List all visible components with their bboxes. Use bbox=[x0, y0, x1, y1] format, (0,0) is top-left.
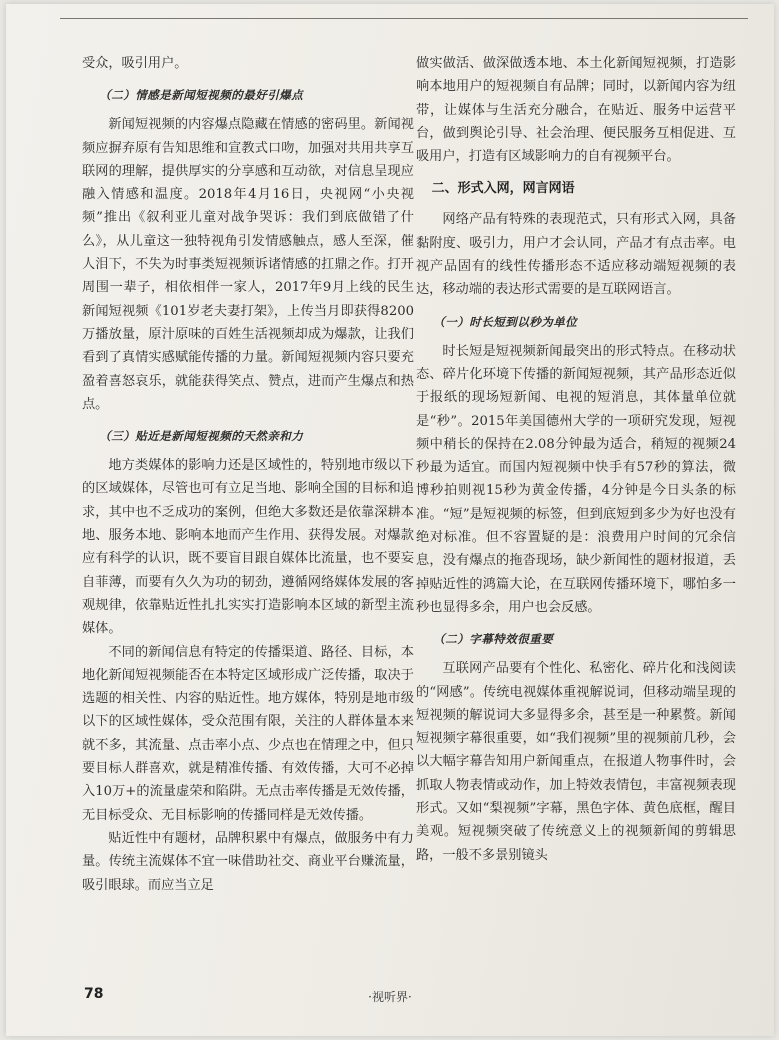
paragraph: 网络产品有特殊的表现范式，只有形式入网，具备黏附度、吸引力，用户才会认同，产品才有点击率。电视产品固有的线性传播形态不适应移动端短视频的表达，移动端的表达形式需要的是互联网语言。 bbox=[416, 212, 736, 298]
paragraph: 贴近性中有题材，品牌积累中有爆点，做服务中有力量。传统主流媒体不宜一味借助社交、商业平台赚流量，吸引眼球。而应当立足 bbox=[82, 830, 414, 893]
magazine-page bbox=[6, 4, 774, 1036]
page-number: 78 bbox=[84, 986, 104, 1002]
paragraph: 地方类媒体的影响力还是区域性的，特别地市级以下的区域媒体，尽管也可有立足当地、影响全国的目标和追求，其中也不乏成功的案例，但绝大多数还是依靠深耕本地、服务本地、影响本地而产生作用、获得发展。对爆款应有科学的认识，既不要盲目跟自媒体比流量，也不要妄自菲薄，而要有久久为功的韧劲，遵循网络媒体发展的客观规律，依靠贴近性扎扎实实打造影响本区域的新型主流媒体。 bbox=[82, 458, 414, 637]
section-heading: （一）时长短到以秒为单位 bbox=[433, 314, 578, 329]
paragraph: 时长短是短视频新闻最突出的形式特点。在移动状态、碎片化环境下传播的新闻短视频，其产品形态近似于报纸的现场短新闻、电视的短消息，其体量单位就是“秒”。2015年美国德州大学的一项研究发现，短视频中稍长的保持在2.08分钟最为适合，稍短的视频24秒最为适宜。而国内短视频中快手有57秒的算法，微博秒拍则视15秒为黄金传播，4分钟是今日头条的标准。“短”是短视频的标签，但到底短到多少为好也没有绝对标准。但不容置疑的是：浪费用户时间的冗余信息，没有爆点的拖沓现场，缺少新闻性的题材报道，丢掉贴近性的鸿篇大论，在互联网传播环境下，哪怕多一秒也显得多余，用户也会反感。 bbox=[416, 343, 736, 615]
paragraph: 互联网产品要有个性化、私密化、碎片化和浅阅读的“网感”。传统电视媒体重视解说词，但移动端呈现的短视频的解说词大多显得多余，甚至是一种累赘。新闻短视频字幕很重要，如“我们视频”里的视频前几秒，会以大幅字幕告知用户新闻重点，在报道人物事件时，会抓取人物表情或动作，加上特效表情包，丰富视频表现形式。又如“梨视频”字幕，黑色字体、黄色底框，醒目美观。短视频突破了传统意义上的视频新闻的剪辑思路，一般不多景别镜头 bbox=[416, 661, 736, 863]
section-heading: （三）贴近是新闻短视频的天然亲和力 bbox=[99, 429, 304, 444]
journal-footer: ·视听界· bbox=[368, 990, 412, 1004]
chapter-heading: 二、形式入网，网言网语 bbox=[431, 181, 575, 197]
right-column bbox=[416, 52, 736, 867]
paragraph: 不同的新闻信息有特定的传播渠道、路径、目标，本地化新闻短视频能否在本特定区域形成广泛传播，取决于选题的相关性、内容的贴近性。地方媒体，特别是地市级以下的区域性媒体，受众范围有限，关注的人群体量本来就不多，其流量、点击率小点、少点也在情理之中，但只要目标人群喜欢，就是精准传播、有效传播，大可不必掉入10万+的流量虚荣和陷阱。无点击率传播是无效传播，无目标受众、无目标影响的传播同样是无效传播。 bbox=[82, 644, 414, 823]
header-rule bbox=[60, 18, 748, 19]
section-heading: （二）情感是新闻短视频的最好引爆点 bbox=[99, 88, 304, 103]
section-heading: （二）字幕特效很重要 bbox=[433, 632, 554, 647]
paragraph: 新闻短视频的内容爆点隐藏在情感的密码里。新闻视频应摒弃原有告知思维和宣教式口吻，加强对共用共享互联网的理解，提供厚实的分享感和互动欲，对信息呈现应融入情感和温度。2018年4月16日，央视网“小央视频”推出《叙利亚儿童对战争哭诉：我们到底做错了什么》，从儿童这一独特视角引发情感触点，感人至深，催人泪下，不失为时事类短视频诉诸情感的扛鼎之作。打开周围一辈子，相依相伴一家人，2017年9月上线的民生新闻短视频《101岁老夫妻打架》，上传当月即获得8200万播放量，原汁原味的百姓生活视频却成为爆款，让我们看到了真情实感赋能传播的力量。新闻短视频内容只要充盈着喜怒哀乐，就能获得笑点、赞点，进而产生爆点和热点。 bbox=[82, 117, 414, 412]
left-column bbox=[82, 52, 414, 897]
paragraph: 做实做活、做深做透本地、本土化新闻短视频，打造影响本地用户的短视频自有品牌；同时，以新闻内容为纽带，让媒体与生活充分融合，在贴近、服务中运营平台，做到舆论引导、社会治理、便民服务互相促进、互吸用户，打造有区域影响力的自有视频平台。 bbox=[416, 56, 736, 165]
paragraph: 受众，吸引用户。 bbox=[82, 56, 188, 71]
